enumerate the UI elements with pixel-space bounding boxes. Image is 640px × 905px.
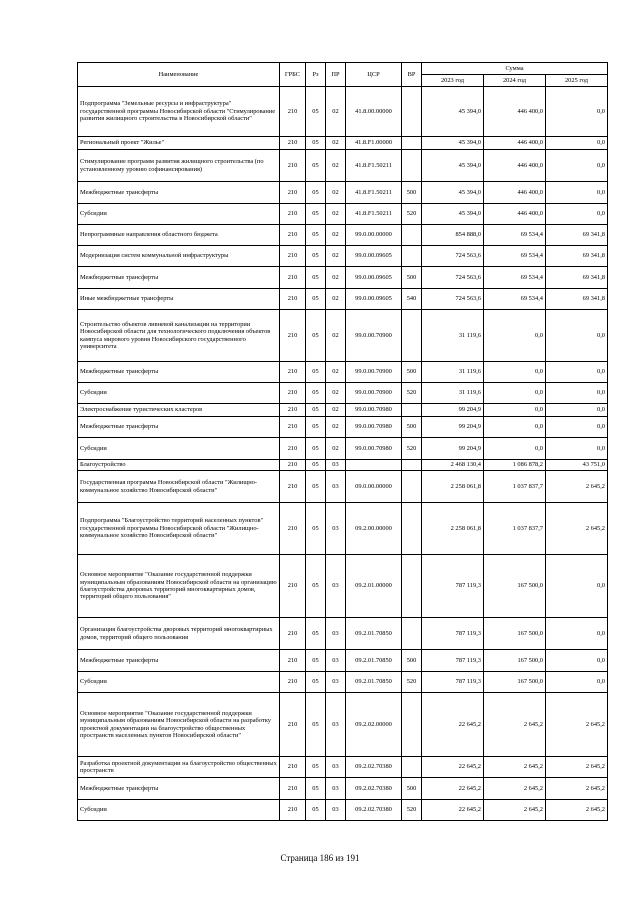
cell-2024: 0,0 — [484, 404, 546, 417]
cell-grbs: 210 — [280, 267, 306, 289]
table-row — [78, 289, 608, 310]
table-row — [78, 471, 608, 503]
cell-pr: 03 — [326, 778, 346, 800]
cell-vr: 500 — [402, 182, 422, 204]
cell-vr — [402, 555, 422, 618]
cell-name: Строительство объектов ливневой канализации на территории Новосибирской области для технологического подключения объектов кампуса мирового уровня Новосибирского государственного университета — [78, 310, 280, 362]
cell-2023: 724 563,6 — [422, 267, 484, 289]
cell-2023: 2 258 061,8 — [422, 503, 484, 555]
cell-name: Модернизация систем коммунальной инфраструктуры — [78, 246, 280, 267]
cell-rz: 05 — [306, 672, 326, 693]
cell-pr: 02 — [326, 289, 346, 310]
cell-grbs: 210 — [280, 383, 306, 404]
cell-csr: 41.8.00.00000 — [346, 87, 402, 137]
cell-csr — [346, 460, 402, 471]
header-sum: Сумма — [422, 63, 608, 75]
cell-pr: 03 — [326, 693, 346, 757]
cell-rz: 05 — [306, 757, 326, 778]
cell-2024: 0,0 — [484, 362, 546, 383]
cell-rz: 05 — [306, 800, 326, 821]
cell-rz: 05 — [306, 383, 326, 404]
cell-rz: 05 — [306, 225, 326, 246]
cell-vr — [402, 693, 422, 757]
cell-2024: 167 500,0 — [484, 650, 546, 672]
table-row — [78, 503, 608, 555]
cell-vr: 520 — [402, 438, 422, 460]
cell-2024: 69 534,4 — [484, 267, 546, 289]
cell-pr: 03 — [326, 672, 346, 693]
cell-2025: 0,0 — [546, 672, 608, 693]
cell-grbs: 210 — [280, 137, 306, 150]
cell-csr: 09.2.02.70380 — [346, 757, 402, 778]
cell-csr: 41.8.F1.50211 — [346, 204, 402, 225]
cell-pr: 02 — [326, 438, 346, 460]
cell-rz: 05 — [306, 310, 326, 362]
cell-rz: 05 — [306, 150, 326, 182]
table-row — [78, 87, 608, 137]
cell-pr: 03 — [326, 460, 346, 471]
cell-2025: 2 645,2 — [546, 757, 608, 778]
cell-grbs: 210 — [280, 417, 306, 438]
cell-vr: 500 — [402, 778, 422, 800]
cell-grbs: 210 — [280, 225, 306, 246]
table-row — [78, 182, 608, 204]
cell-grbs: 210 — [280, 471, 306, 503]
cell-csr: 99.0.00.70900 — [346, 310, 402, 362]
header-year-2024: 2024 год — [484, 75, 546, 87]
cell-grbs: 210 — [280, 693, 306, 757]
cell-2023: 787 119,3 — [422, 650, 484, 672]
cell-rz: 05 — [306, 693, 326, 757]
cell-2025: 0,0 — [546, 204, 608, 225]
cell-vr: 520 — [402, 204, 422, 225]
cell-2024: 2 645,2 — [484, 693, 546, 757]
budget-table — [77, 62, 608, 821]
table-row — [78, 246, 608, 267]
cell-2024: 1 037 837,7 — [484, 471, 546, 503]
cell-2023: 22 645,2 — [422, 778, 484, 800]
cell-2023: 45 394,0 — [422, 204, 484, 225]
cell-2023: 45 394,0 — [422, 182, 484, 204]
cell-vr: 520 — [402, 383, 422, 404]
cell-rz: 05 — [306, 204, 326, 225]
cell-grbs: 210 — [280, 778, 306, 800]
cell-vr: 500 — [402, 362, 422, 383]
table-row — [78, 383, 608, 404]
cell-vr — [402, 150, 422, 182]
cell-pr: 02 — [326, 150, 346, 182]
cell-csr: 09.2.02.70380 — [346, 778, 402, 800]
cell-2025: 69 341,8 — [546, 267, 608, 289]
cell-2025: 0,0 — [546, 362, 608, 383]
cell-pr: 03 — [326, 618, 346, 650]
table-row — [78, 438, 608, 460]
cell-2025: 69 341,8 — [546, 246, 608, 267]
cell-grbs: 210 — [280, 672, 306, 693]
cell-2023: 31 119,6 — [422, 383, 484, 404]
cell-rz: 05 — [306, 182, 326, 204]
cell-name: Подпрограмма "Земельные ресурсы и инфраструктура" государственной программы Новосибирской области "Стимулирование развития жилищного строительства в Новосибирской области" — [78, 87, 280, 137]
cell-pr: 02 — [326, 362, 346, 383]
cell-2024: 69 534,4 — [484, 225, 546, 246]
cell-csr: 09.2.01.70850 — [346, 650, 402, 672]
cell-rz: 05 — [306, 471, 326, 503]
cell-vr — [402, 503, 422, 555]
cell-2024: 0,0 — [484, 417, 546, 438]
cell-name: Региональный проект "Жилье" — [78, 137, 280, 150]
cell-pr: 02 — [326, 267, 346, 289]
cell-2024: 446 400,0 — [484, 204, 546, 225]
cell-rz: 05 — [306, 267, 326, 289]
cell-vr — [402, 618, 422, 650]
cell-2025: 2 645,2 — [546, 471, 608, 503]
cell-csr: 99.0.00.09605 — [346, 246, 402, 267]
cell-name: Межбюджетные трансферты — [78, 650, 280, 672]
cell-csr: 09.2.01.00000 — [346, 555, 402, 618]
cell-pr: 03 — [326, 757, 346, 778]
cell-vr — [402, 87, 422, 137]
cell-pr: 03 — [326, 650, 346, 672]
cell-grbs: 210 — [280, 310, 306, 362]
table-row — [78, 800, 608, 821]
cell-name: Электроснабжение туристических кластеров — [78, 404, 280, 417]
cell-2024: 69 534,4 — [484, 246, 546, 267]
cell-2023: 787 119,3 — [422, 618, 484, 650]
cell-2023: 99 204,9 — [422, 438, 484, 460]
cell-csr: 41.8.F1.50211 — [346, 182, 402, 204]
cell-vr — [402, 757, 422, 778]
cell-pr: 03 — [326, 800, 346, 821]
cell-name: Субсидии — [78, 800, 280, 821]
cell-2023: 724 563,6 — [422, 246, 484, 267]
cell-name: Основное мероприятие "Оказание государственной поддержки муниципальным образованиям Новосибирской области на организацию благоустройства дворовых территорий многоквартирных домов, территорий общего пользования" — [78, 555, 280, 618]
header-name: Наименование — [78, 63, 280, 87]
cell-pr: 02 — [326, 383, 346, 404]
cell-vr: 540 — [402, 289, 422, 310]
cell-2023: 22 645,2 — [422, 757, 484, 778]
cell-2024: 0,0 — [484, 310, 546, 362]
cell-2025: 43 751,0 — [546, 460, 608, 471]
cell-pr: 02 — [326, 137, 346, 150]
cell-2024: 69 534,4 — [484, 289, 546, 310]
cell-name: Субсидии — [78, 672, 280, 693]
table-row — [78, 555, 608, 618]
cell-rz: 05 — [306, 362, 326, 383]
cell-name: Организация благоустройства дворовых территорий многоквартирных домов, территорий общего пользования — [78, 618, 280, 650]
cell-2024: 2 645,2 — [484, 757, 546, 778]
page-footer: Страница 186 из 191 — [280, 853, 360, 863]
cell-csr: 99.0.00.70980 — [346, 404, 402, 417]
cell-rz: 05 — [306, 438, 326, 460]
cell-vr: 520 — [402, 800, 422, 821]
cell-2024: 167 500,0 — [484, 555, 546, 618]
table-row — [78, 225, 608, 246]
cell-2025: 69 341,8 — [546, 289, 608, 310]
cell-vr: 500 — [402, 650, 422, 672]
cell-name: Межбюджетные трансферты — [78, 778, 280, 800]
cell-csr: 99.0.00.09605 — [346, 267, 402, 289]
cell-2025: 0,0 — [546, 555, 608, 618]
cell-csr: 99.0.00.70980 — [346, 417, 402, 438]
cell-csr: 41.8.F1.00000 — [346, 137, 402, 150]
cell-2025: 0,0 — [546, 650, 608, 672]
cell-2025: 0,0 — [546, 310, 608, 362]
cell-name: Субсидии — [78, 204, 280, 225]
table-row — [78, 310, 608, 362]
cell-grbs: 210 — [280, 246, 306, 267]
header-year-2025: 2025 год — [546, 75, 608, 87]
table-row — [78, 757, 608, 778]
cell-csr: 09.2.02.00000 — [346, 693, 402, 757]
cell-2023: 2 468 130,4 — [422, 460, 484, 471]
cell-2025: 0,0 — [546, 137, 608, 150]
cell-rz: 05 — [306, 650, 326, 672]
cell-2023: 22 645,2 — [422, 800, 484, 821]
cell-name: Межбюджетные трансферты — [78, 417, 280, 438]
cell-csr: 99.0.00.70900 — [346, 362, 402, 383]
cell-grbs: 210 — [280, 460, 306, 471]
table-row — [78, 404, 608, 417]
cell-vr — [402, 460, 422, 471]
cell-grbs: 210 — [280, 438, 306, 460]
cell-2023: 854 888,0 — [422, 225, 484, 246]
cell-name: Субсидии — [78, 383, 280, 404]
cell-csr: 99.0.00.00000 — [346, 225, 402, 246]
cell-2025: 2 645,2 — [546, 800, 608, 821]
cell-name: Иные межбюджетные трансферты — [78, 289, 280, 310]
cell-2023: 31 119,6 — [422, 362, 484, 383]
cell-vr — [402, 225, 422, 246]
cell-grbs: 210 — [280, 182, 306, 204]
cell-rz: 05 — [306, 289, 326, 310]
cell-name: Межбюджетные трансферты — [78, 267, 280, 289]
cell-2023: 22 645,2 — [422, 693, 484, 757]
cell-name: Межбюджетные трансферты — [78, 362, 280, 383]
cell-pr: 03 — [326, 555, 346, 618]
cell-name: Стимулирование программ развития жилищного строительства (по установленному уровню софинансирования) — [78, 150, 280, 182]
cell-2024: 446 400,0 — [484, 87, 546, 137]
cell-csr: 09.2.01.70850 — [346, 618, 402, 650]
cell-2024: 0,0 — [484, 438, 546, 460]
cell-grbs: 210 — [280, 150, 306, 182]
cell-name: Субсидии — [78, 438, 280, 460]
cell-2023: 31 119,6 — [422, 310, 484, 362]
cell-grbs: 210 — [280, 503, 306, 555]
cell-name: Непрограммные направления областного бюджета — [78, 225, 280, 246]
cell-pr: 02 — [326, 246, 346, 267]
cell-vr: 520 — [402, 672, 422, 693]
table-row — [78, 460, 608, 471]
header-year-2023: 2023 год — [422, 75, 484, 87]
cell-2024: 0,0 — [484, 383, 546, 404]
cell-csr: 99.0.00.70900 — [346, 383, 402, 404]
cell-2024: 446 400,0 — [484, 137, 546, 150]
cell-2023: 787 119,3 — [422, 555, 484, 618]
cell-csr: 41.8.F1.50211 — [346, 150, 402, 182]
cell-rz: 05 — [306, 137, 326, 150]
cell-csr: 09.2.01.70850 — [346, 672, 402, 693]
cell-rz: 05 — [306, 503, 326, 555]
cell-grbs: 210 — [280, 289, 306, 310]
cell-rz: 05 — [306, 778, 326, 800]
cell-2024: 446 400,0 — [484, 150, 546, 182]
cell-2025: 0,0 — [546, 438, 608, 460]
cell-csr: 09.0.00.00000 — [346, 471, 402, 503]
cell-csr: 09.2.00.00000 — [346, 503, 402, 555]
cell-rz: 05 — [306, 246, 326, 267]
table-row — [78, 150, 608, 182]
cell-2023: 99 204,9 — [422, 417, 484, 438]
cell-pr: 03 — [326, 471, 346, 503]
cell-rz: 05 — [306, 404, 326, 417]
cell-csr: 99.0.00.70980 — [346, 438, 402, 460]
cell-grbs: 210 — [280, 757, 306, 778]
cell-2023: 2 258 061,8 — [422, 471, 484, 503]
cell-2023: 787 119,3 — [422, 672, 484, 693]
cell-2025: 0,0 — [546, 182, 608, 204]
table-row — [78, 204, 608, 225]
cell-2025: 0,0 — [546, 618, 608, 650]
table-row — [78, 672, 608, 693]
cell-name: Основное мероприятие "Оказание государственной поддержки муниципальным образованиям Новосибирской области на разработку проектной документации на благоустройство общественных пространств населенных пунктов Новосибирской области" — [78, 693, 280, 757]
cell-rz: 05 — [306, 460, 326, 471]
cell-name: Государственная программа Новосибирской области "Жилищно-коммунальное хозяйство Новосибирской области" — [78, 471, 280, 503]
cell-vr — [402, 310, 422, 362]
cell-2025: 0,0 — [546, 383, 608, 404]
cell-rz: 05 — [306, 555, 326, 618]
cell-2025: 2 645,2 — [546, 503, 608, 555]
cell-csr: 99.0.00.09605 — [346, 289, 402, 310]
cell-grbs: 210 — [280, 404, 306, 417]
table-body — [78, 87, 608, 821]
cell-name: Межбюджетные трансферты — [78, 182, 280, 204]
cell-2024: 2 645,2 — [484, 800, 546, 821]
cell-vr: 500 — [402, 417, 422, 438]
cell-2025: 0,0 — [546, 87, 608, 137]
cell-grbs: 210 — [280, 204, 306, 225]
cell-vr: 500 — [402, 267, 422, 289]
cell-pr: 02 — [326, 404, 346, 417]
cell-pr: 02 — [326, 87, 346, 137]
cell-rz: 05 — [306, 87, 326, 137]
cell-grbs: 210 — [280, 618, 306, 650]
cell-grbs: 210 — [280, 87, 306, 137]
table-header — [78, 63, 608, 87]
cell-2024: 1 037 837,7 — [484, 503, 546, 555]
header-vr: ВР — [402, 63, 422, 87]
cell-2024: 167 500,0 — [484, 618, 546, 650]
cell-2024: 167 500,0 — [484, 672, 546, 693]
cell-2024: 2 645,2 — [484, 778, 546, 800]
cell-pr: 02 — [326, 225, 346, 246]
cell-pr: 02 — [326, 182, 346, 204]
cell-2025: 0,0 — [546, 417, 608, 438]
cell-pr: 03 — [326, 503, 346, 555]
cell-2023: 45 394,0 — [422, 87, 484, 137]
cell-2025: 2 645,2 — [546, 693, 608, 757]
cell-grbs: 210 — [280, 650, 306, 672]
table-row — [78, 362, 608, 383]
header-rz: Рз — [306, 63, 326, 87]
cell-csr: 09.2.02.70380 — [346, 800, 402, 821]
cell-name: Благоустройство — [78, 460, 280, 471]
cell-grbs: 210 — [280, 800, 306, 821]
cell-grbs: 210 — [280, 555, 306, 618]
cell-rz: 05 — [306, 417, 326, 438]
cell-2025: 69 341,8 — [546, 225, 608, 246]
cell-pr: 02 — [326, 310, 346, 362]
cell-grbs: 210 — [280, 362, 306, 383]
table-row — [78, 650, 608, 672]
cell-pr: 02 — [326, 204, 346, 225]
table-row — [78, 693, 608, 757]
cell-vr — [402, 137, 422, 150]
cell-rz: 05 — [306, 618, 326, 650]
cell-2024: 1 086 878,2 — [484, 460, 546, 471]
cell-2023: 724 563,6 — [422, 289, 484, 310]
cell-2025: 2 645,2 — [546, 778, 608, 800]
cell-2023: 45 394,0 — [422, 150, 484, 182]
table-row — [78, 267, 608, 289]
table-row — [78, 618, 608, 650]
cell-2025: 0,0 — [546, 150, 608, 182]
header-grbs: ГРБС — [280, 63, 306, 87]
header-pr: ПР — [326, 63, 346, 87]
cell-name: Разработка проектной документации на благоустройство общественных пространств — [78, 757, 280, 778]
cell-name: Подпрограмма "Благоустройство территорий населенных пунктов" государственной программы Новосибирской области "Жилищно-коммунальное хозяйство Новосибирской области" — [78, 503, 280, 555]
table-row — [78, 417, 608, 438]
cell-2025: 0,0 — [546, 404, 608, 417]
cell-vr — [402, 404, 422, 417]
cell-vr — [402, 471, 422, 503]
cell-2024: 446 400,0 — [484, 182, 546, 204]
table-row — [78, 137, 608, 150]
cell-2023: 99 204,9 — [422, 404, 484, 417]
cell-2023: 45 394,0 — [422, 137, 484, 150]
table-row — [78, 778, 608, 800]
cell-pr: 02 — [326, 417, 346, 438]
header-csr: ЦСР — [346, 63, 402, 87]
cell-vr — [402, 246, 422, 267]
